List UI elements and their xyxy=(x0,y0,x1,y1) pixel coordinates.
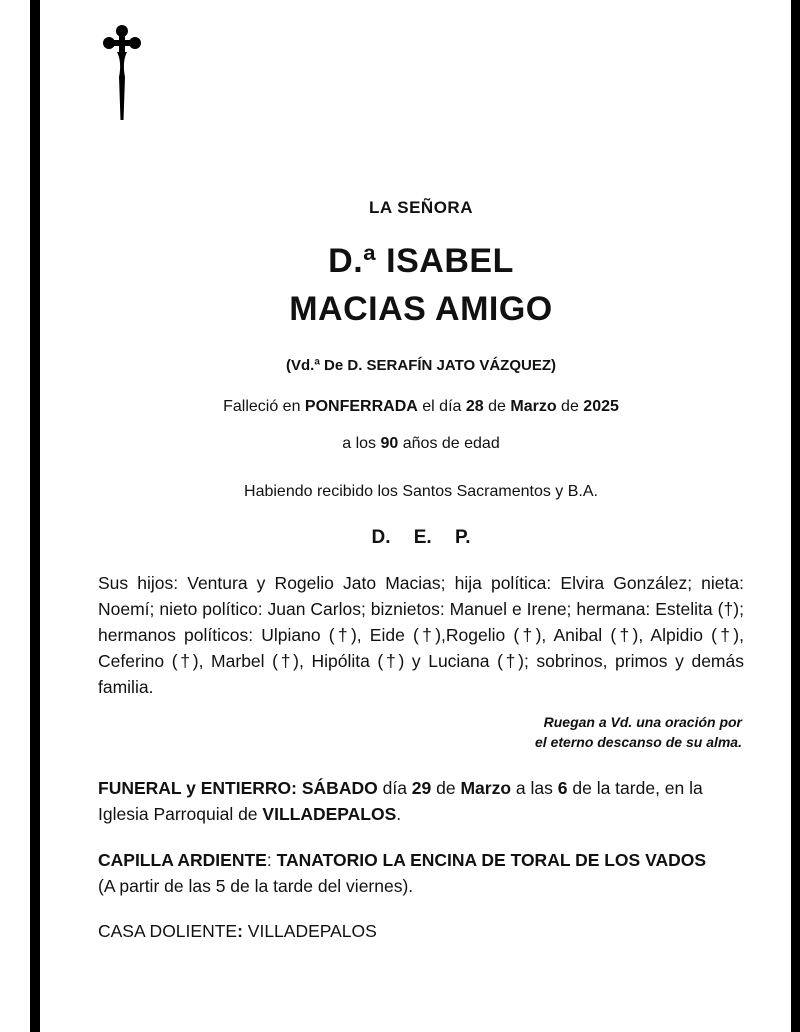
right-border xyxy=(791,0,800,1032)
funeral-paragraph: FUNERAL y ENTIERRO: SÁBADO día 29 de Marzo a las 6 de la tarde, en la Iglesia Parroquial de VILLADEPALOS. xyxy=(98,778,703,824)
widow-of: (Vd.ª De D. SERAFÍN JATO VÁZQUEZ) xyxy=(285,357,556,374)
cross-icon xyxy=(100,22,144,122)
heading: LA SEÑORA xyxy=(369,198,473,217)
casa-doliente-line: CASA DOLIENTE: VILLADEPALOS xyxy=(98,921,377,941)
age-line: a los 90 años de edad xyxy=(342,435,500,452)
dep-line: D. E. P. xyxy=(371,527,471,548)
sacraments-line: Habiendo recibido los Santos Sacramentos y B.A. xyxy=(244,483,598,500)
left-border xyxy=(30,0,40,1032)
death-line: Falleció en PONFERRADA el día 28 de Marzo de 2025 xyxy=(223,398,619,415)
family-paragraph: Sus hijos: Ventura y Rogelio Jato Macias; hija política: Elvira González; nieta: Noemí; nieto político: Juan Carlos; biznietos: Manuel e Irene; hermana: Estelita (†); hermanos políticos: Ulpiano (†), Eide (†),Rogelio (†), Anibal (†), Alpidio (†), Ceferino (†), Marbel (†), Hipólita (†) y Luciana (†); sobrinos, primos y demás familia. xyxy=(98,573,744,697)
deceased-name-line2: MACIAS AMIGO xyxy=(289,290,553,328)
prayer-note: Ruegan a Vd. una oración por el eterno descanso de su alma. xyxy=(535,714,742,750)
capilla-paragraph: CAPILLA ARDIENTE: TANATORIO LA ENCINA DE TORAL DE LOS VADOS (A partir de las 5 de la tarde del viernes). xyxy=(98,850,707,896)
deceased-name-line1: D.ª ISABEL xyxy=(328,242,514,280)
